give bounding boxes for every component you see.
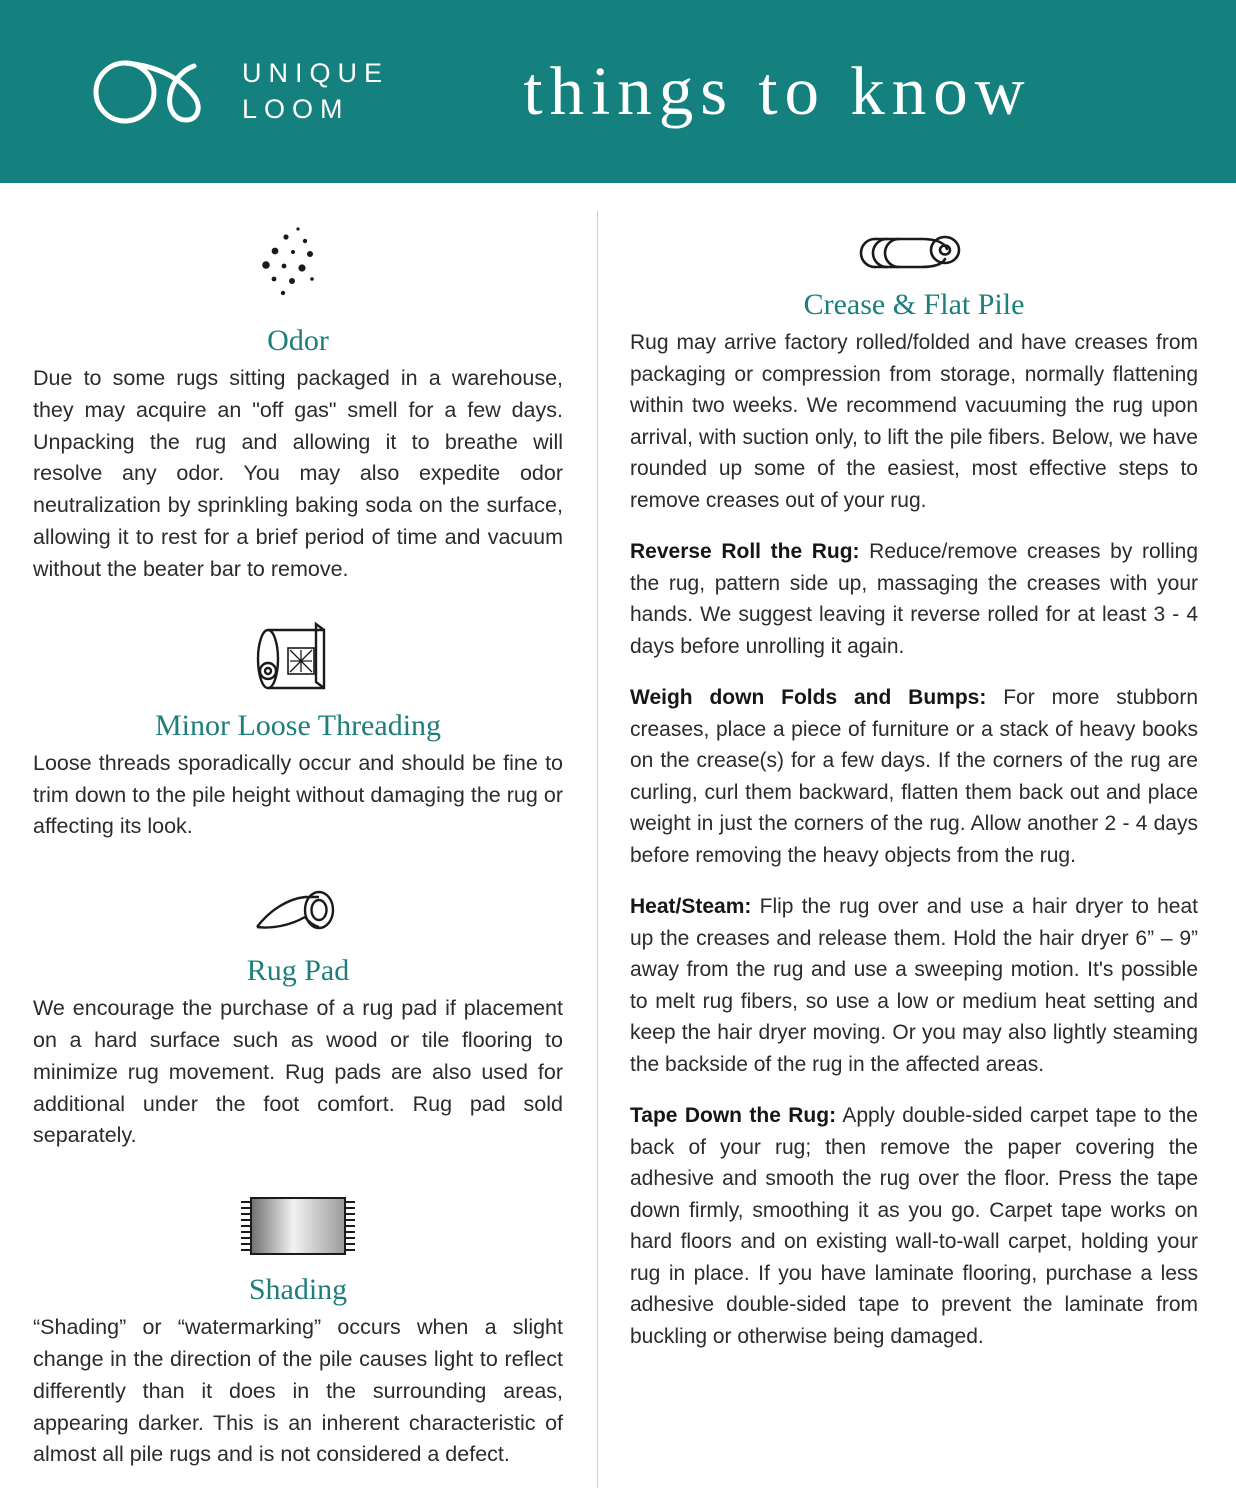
section-title-rug-pad: Rug Pad <box>246 954 350 988</box>
tip-text-weigh-down: For more stubborn creases, place a piece of furniture or a stack of heavy books on the crease(s) for a few days. If the corners of the rug are curling, curl them backward, flatten them back out and place weight in just the corners of the rug. Allow another 2 - 4 days before removing the heavy objects from the rug. <box>630 686 1198 867</box>
shaded-rug-icon <box>33 1186 563 1266</box>
tip-lead-reverse-roll: Reverse Roll the Rug: <box>630 540 860 563</box>
section-title-crease-flat-pile: Crease & Flat Pile <box>803 288 1025 321</box>
document-body <box>0 183 1236 1500</box>
rolled-carpet-icon <box>630 209 1198 281</box>
brand-wordmark <box>242 56 389 127</box>
tip-reverse-roll <box>630 536 1198 662</box>
section-odor <box>33 221 563 586</box>
brand-line-1: UNIQUE <box>242 57 390 88</box>
section-text-rug-pad: We encourage the purchase of a rug pad if placement on a hard surface such as wood or tile flooring to minimize rug movement. Rug pads are also used for additional under the foot comfort. Rug pad sold separately. <box>33 996 563 1148</box>
tip-weigh-down <box>630 682 1198 871</box>
section-text-shading: “Shading” or “watermarking” occurs when a slight change in the direction of the pile causes light to reflect differently than it does in the surrounding areas, appearing darker. This is an inherent characteristic of almost all pile rugs and is not considered a defect. <box>33 1315 563 1467</box>
section-shading <box>33 1186 563 1471</box>
unique-loom-infinity-logo <box>90 56 220 128</box>
brand-lockup <box>90 56 389 128</box>
tip-lead-tape-down: Tape Down the Rug: <box>630 1104 837 1127</box>
section-text-minor-loose-threading: Loose threads sporadically occur and should be fine to trim down to the pile height without damaging the rug or affecting its look. <box>33 750 563 839</box>
section-text-odor: Due to some rugs sitting packaged in a warehouse, they may acquire an "off gas" smell for a few days. Unpacking the rug and allowing it to breathe will resolve any odor. You may also expedite odor neutralization by sprinkling baking soda on the surface, allowing it to rest for a brief period of time and vacuum without the beater bar to remove. <box>33 366 563 581</box>
tip-lead-weigh-down: Weigh down Folds and Bumps: <box>630 686 987 709</box>
document-header <box>0 0 1236 183</box>
tip-text-tape-down: Apply double-sided carpet tape to the back of your rug; then remove the paper covering the adhesive and smooth the rug over the floor. Press the tape down firmly, smoothing it as you go. Carpet tape works on hard floors and on existing wall-to-wall carpet, holding your rug in place. If you have laminate flooring, purchase a less adhesive double-sided tape to prevent the laminate from buckling or otherwise being damaged. <box>630 1104 1198 1348</box>
section-title-odor: Odor <box>267 324 329 357</box>
section-rug-pad <box>33 877 563 1152</box>
page-title: things to know <box>523 53 1032 129</box>
section-title-shading: Shading <box>248 1273 348 1307</box>
tip-tape-down <box>630 1100 1198 1352</box>
tip-lead-heat-steam: Heat/Steam: <box>630 895 752 918</box>
tip-heat-steam <box>630 891 1198 1080</box>
crease-intro-text: Rug may arrive factory rolled/folded and have creases from packaging or compression from storage, normally flattening within two weeks. We recommend vacuuming the rug upon arrival, with suction only, to lift the pile fibers. Below, we have rounded up some of the easiest, most effective steps to remove creases out of your rug. <box>630 331 1198 512</box>
left-column <box>0 183 597 1500</box>
odor-particles-icon <box>33 221 563 317</box>
tip-text-heat-steam: Flip the rug over and use a hair dryer to heat up the creases and release them. Hold the hair dryer 6” – 9” away from the rug and use a sweeping motion. It's possible to melt rug fibers, so use a low or medium heat setting and keep the hair dryer moving. Or you may also lightly steaming the backside of the rug in the affected areas. <box>630 895 1198 1076</box>
section-minor-loose-threading <box>33 616 563 843</box>
brand-line-2: LOOM <box>242 93 350 124</box>
tip-text-reverse-roll: Reduce/remove creases by rolling the rug, pattern side up, massaging the creases with your hands. We suggest leaving it reverse rolled for at least 3 - 4 days before unrolling it again. <box>630 540 1198 658</box>
rolled-rug-icon <box>33 616 563 702</box>
right-column <box>598 183 1236 1500</box>
rug-pad-roll-icon <box>33 877 563 947</box>
section-title-minor-loose-threading: Minor Loose Threading <box>154 708 442 742</box>
